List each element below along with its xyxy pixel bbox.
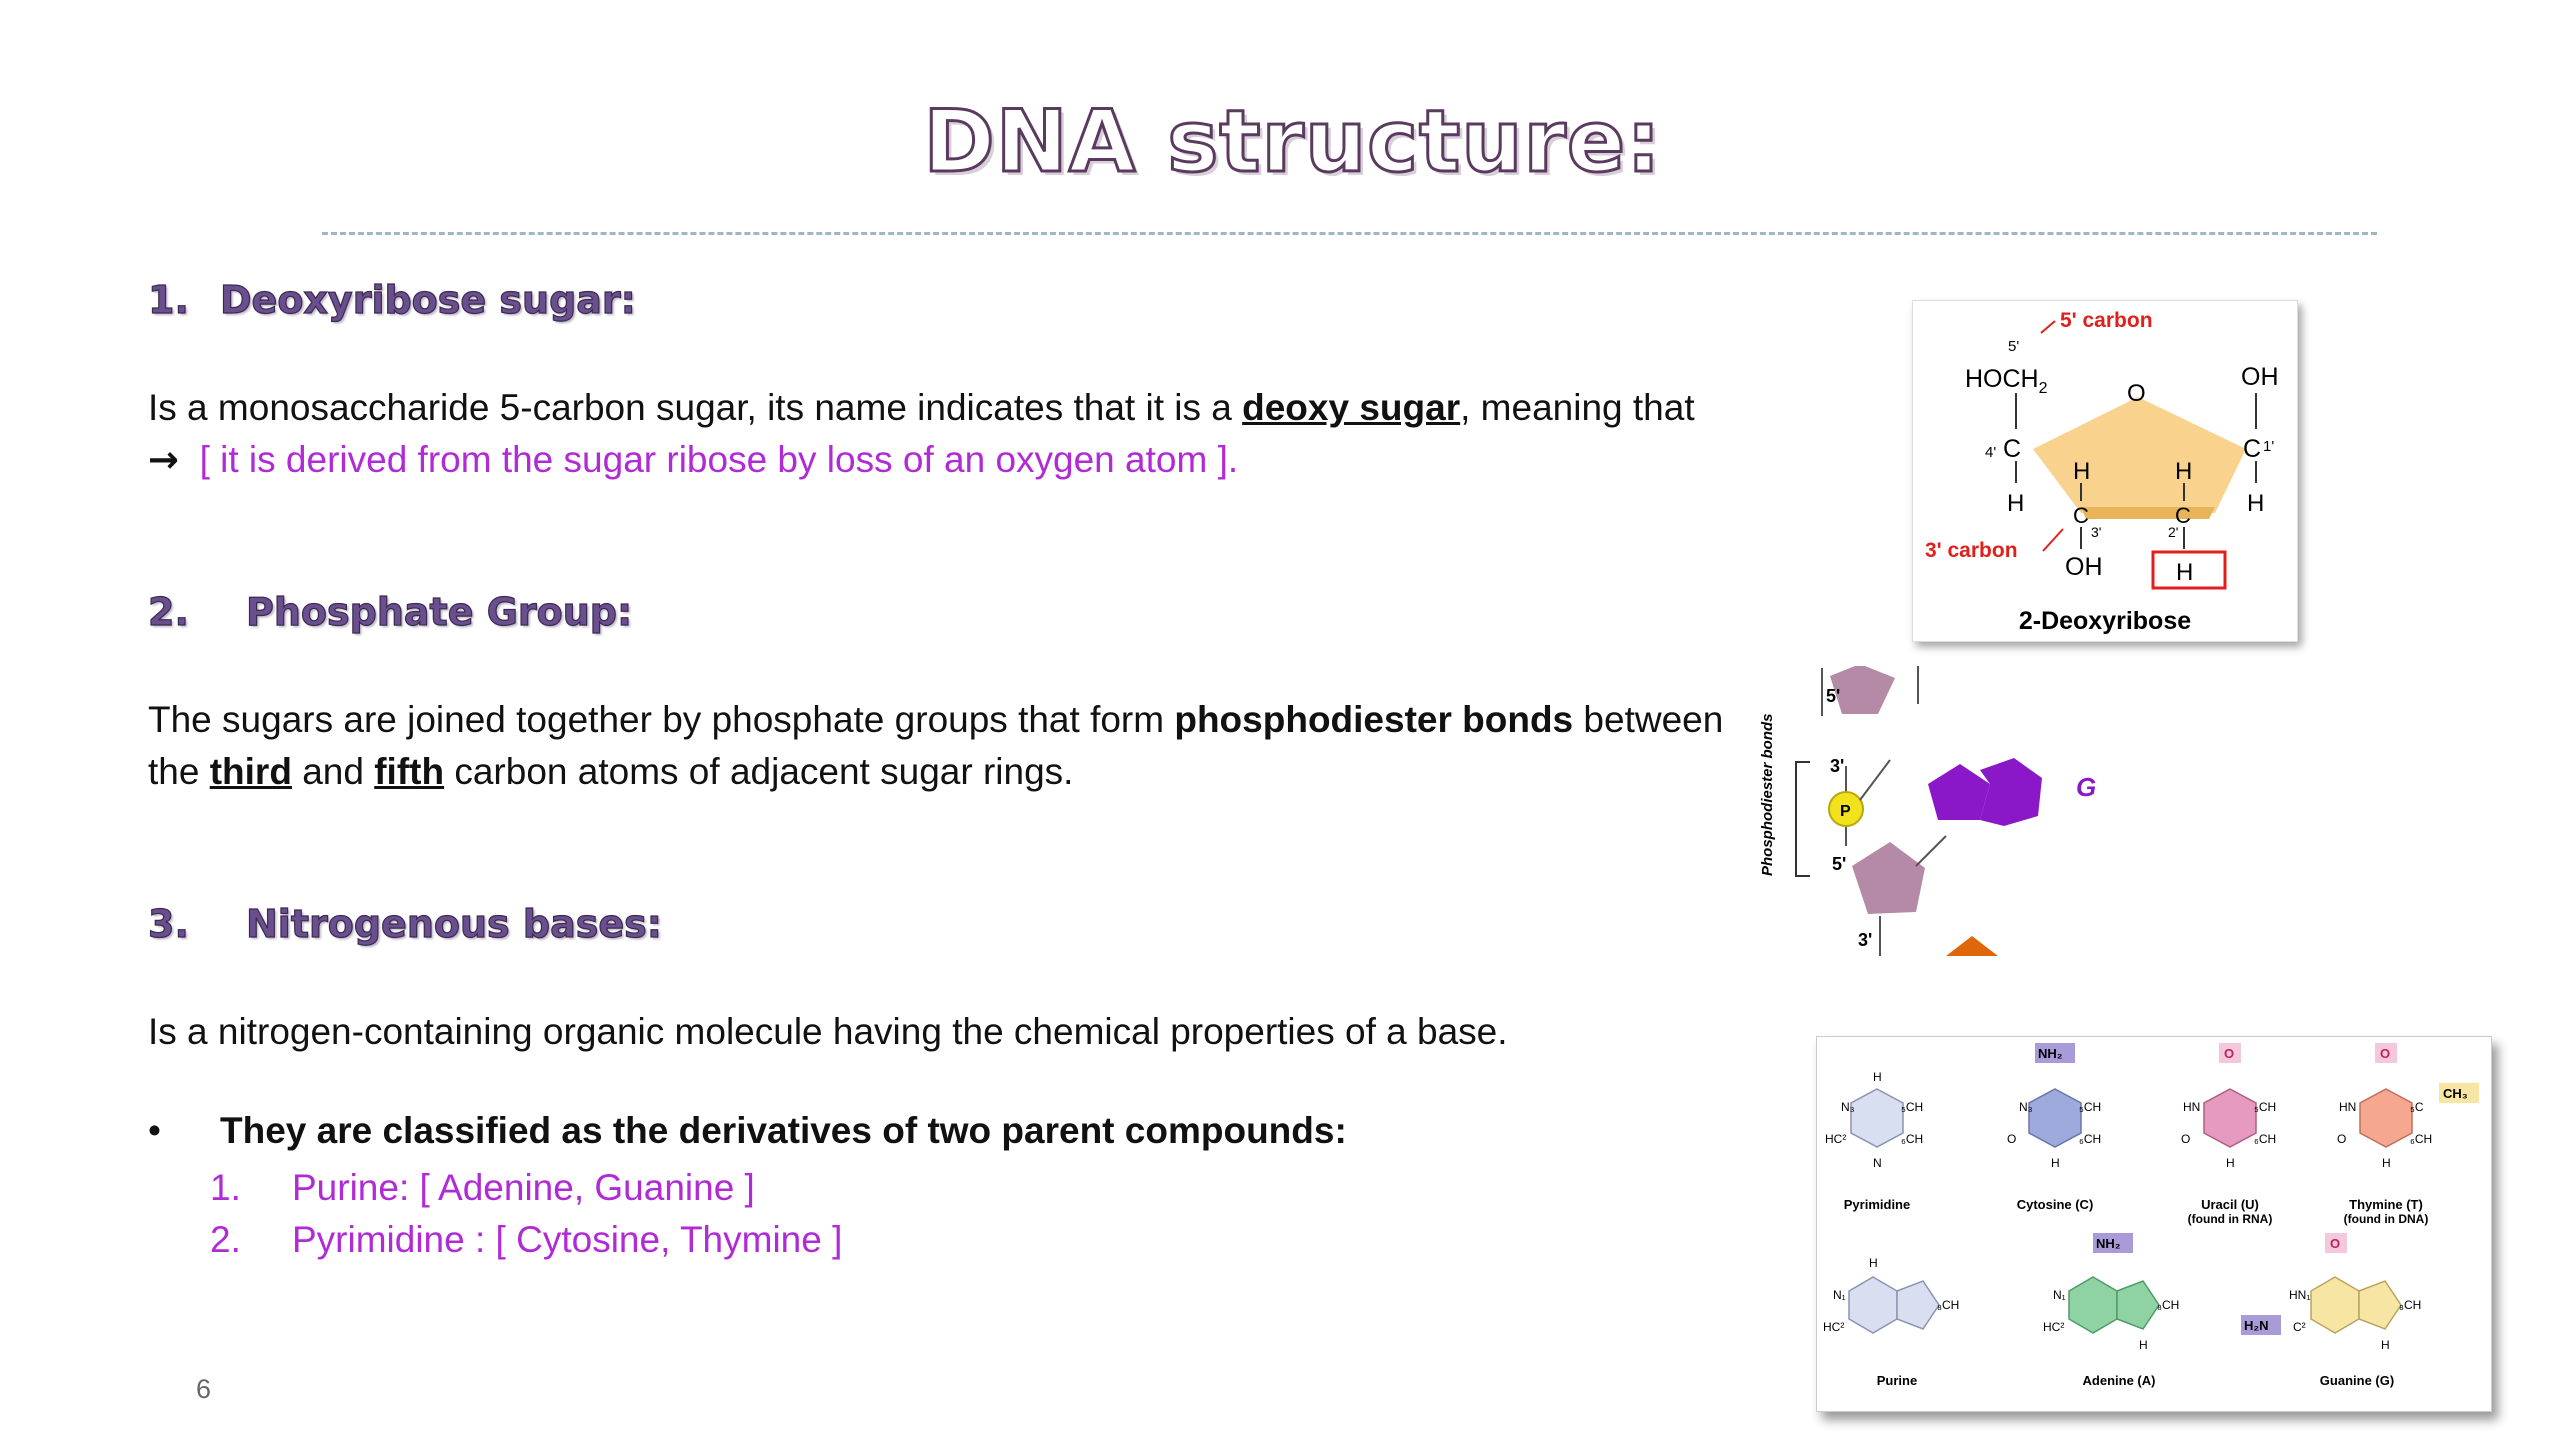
nitrogenous-bases-figure bbox=[1816, 1036, 2492, 1412]
svg-text:₅C: ₅C bbox=[2410, 1100, 2424, 1114]
section-2-text-4: carbon atoms of adjacent sugar rings. bbox=[444, 751, 1074, 792]
slide-title: DNA structure: bbox=[923, 92, 1662, 192]
guanine-label: Guanine (G) bbox=[2319, 1373, 2395, 1388]
svg-text:N₁: N₁ bbox=[1833, 1288, 1846, 1302]
svg-text:₈CH: ₈CH bbox=[1937, 1298, 1960, 1312]
list-item-number: 2. bbox=[210, 1219, 241, 1260]
phosphodiester-figure bbox=[1750, 666, 2130, 956]
purine-structure bbox=[1823, 1256, 1959, 1334]
guanine-structure bbox=[2289, 1277, 2421, 1352]
cytosine-structure bbox=[2007, 1089, 2101, 1170]
svg-text:HC²: HC² bbox=[1825, 1132, 1847, 1146]
svg-text:HN: HN bbox=[2183, 1100, 2201, 1114]
arrow-icon: → bbox=[148, 438, 180, 481]
adenine-structure bbox=[2043, 1277, 2179, 1352]
svg-text:₅CH: ₅CH bbox=[1901, 1100, 1924, 1114]
section-2-text-2: between the bbox=[148, 699, 1724, 792]
svg-text:₆CH: ₆CH bbox=[2079, 1132, 2102, 1146]
section-1-highlight: [ it is derived from the sugar ribose by loss of an oxygen atom ]. bbox=[199, 439, 1239, 480]
h-label: H bbox=[2175, 458, 2193, 485]
svg-text:H: H bbox=[2051, 1156, 2060, 1170]
backbone-diagram bbox=[1750, 666, 2130, 956]
svg-text:₈CH: ₈CH bbox=[2399, 1298, 2422, 1312]
uracil-structure bbox=[2181, 1089, 2276, 1170]
list-item bbox=[210, 1214, 842, 1266]
list-item-number: 1. bbox=[210, 1167, 241, 1208]
svg-text:₅CH: ₅CH bbox=[2079, 1100, 2102, 1114]
section-2-title: Phosphate Group: bbox=[246, 590, 633, 634]
bases-diagram bbox=[1817, 1037, 2491, 1411]
thymine-label: Thymine (T) bbox=[2349, 1197, 2423, 1212]
section-3-number: 3. bbox=[148, 902, 189, 946]
section-1-heading bbox=[148, 278, 636, 322]
svg-text:HN: HN bbox=[2339, 1100, 2357, 1114]
c3-label: C bbox=[2073, 503, 2089, 528]
thymine-note: (found in DNA) bbox=[2343, 1212, 2429, 1226]
section-2-text-3: and bbox=[291, 751, 375, 792]
section-2-number: 2. bbox=[148, 590, 189, 634]
svg-text:HC²: HC² bbox=[2043, 1320, 2065, 1334]
h2n-label: H₂N bbox=[2244, 1318, 2269, 1333]
base-g-label: G bbox=[2076, 772, 2097, 802]
section-1-title: Deoxyribose sugar: bbox=[220, 278, 636, 322]
ch3-label: CH₃ bbox=[2443, 1086, 2468, 1101]
svg-text:O: O bbox=[2181, 1132, 2191, 1146]
svg-text:N₃: N₃ bbox=[2019, 1100, 2033, 1114]
deoxy-sugar-term: deoxy sugar bbox=[1242, 387, 1461, 428]
position-1-label: 1' bbox=[2263, 438, 2275, 455]
hoch2-label: $HOCH_2$ bbox=[1965, 365, 2048, 397]
fifth-term: fifth bbox=[374, 751, 445, 792]
section-1-paragraph bbox=[148, 382, 1728, 486]
classification-text: They are classified as the derivatives of two parent compounds: bbox=[220, 1110, 1347, 1151]
section-3-paragraph: Is a nitrogen-containing organic molecule having the chemical properties of a base. bbox=[148, 1011, 1508, 1052]
svg-text:H: H bbox=[1869, 1256, 1878, 1270]
uracil-label: Uracil (U) bbox=[2201, 1197, 2259, 1212]
list-item-text: Pyrimidine : [ Cytosine, Thymine ] bbox=[292, 1219, 843, 1260]
svg-text:₆CH: ₆CH bbox=[1901, 1132, 1924, 1146]
h-label: H bbox=[2247, 490, 2265, 517]
ring-oxygen: O bbox=[2127, 380, 2146, 407]
oh-right-label: OH bbox=[2241, 363, 2279, 391]
svg-text:C²: C² bbox=[2293, 1320, 2306, 1334]
pyrimidine-label: Pyrimidine bbox=[1843, 1197, 1911, 1212]
o-label: O bbox=[2224, 1046, 2235, 1061]
position-5-label: 5' bbox=[2008, 338, 2020, 355]
section-2-heading bbox=[148, 590, 632, 634]
svg-text:N₃: N₃ bbox=[1841, 1100, 1855, 1114]
c4-label: C bbox=[2003, 435, 2022, 463]
deoxyribose-structure bbox=[1913, 301, 2297, 641]
five-prime-carbon-label: 5' carbon bbox=[2060, 309, 2153, 332]
svg-text:O: O bbox=[2337, 1132, 2347, 1146]
deoxyribose-figure bbox=[1912, 300, 2298, 642]
boxed-h-label: H bbox=[2176, 559, 2194, 586]
svg-text:H: H bbox=[1873, 1070, 1882, 1084]
bullet-icon: • bbox=[148, 1110, 161, 1151]
nh2-label: NH₂ bbox=[2038, 1046, 2063, 1061]
title-divider bbox=[322, 232, 2377, 235]
page-number: 6 bbox=[196, 1374, 212, 1404]
section-1-text-before: Is a monosaccharide 5-carbon sugar, its name indicates that it is a bbox=[148, 387, 1243, 428]
svg-text:H: H bbox=[2382, 1156, 2391, 1170]
svg-text:HC²: HC² bbox=[1823, 1320, 1845, 1334]
adenine-label: Adenine (A) bbox=[2082, 1373, 2156, 1388]
five-prime-label: 5' bbox=[1826, 686, 1841, 706]
position-2-label: 2' bbox=[2168, 524, 2179, 540]
section-1-text-after: , meaning that bbox=[1460, 387, 1695, 428]
position-3-label: 3' bbox=[2091, 524, 2102, 540]
oh-bottom-label: OH bbox=[2065, 553, 2103, 581]
section-2-paragraph bbox=[148, 694, 1728, 798]
svg-text:HN₁: HN₁ bbox=[2289, 1288, 2311, 1302]
o-label: O bbox=[2380, 1046, 2391, 1061]
list-item bbox=[210, 1162, 842, 1214]
svg-text:N: N bbox=[1873, 1156, 1882, 1170]
sugar-ring bbox=[2033, 397, 2246, 513]
uracil-note: (found in RNA) bbox=[2187, 1212, 2273, 1226]
c1-label: C bbox=[2243, 435, 2262, 463]
base-list bbox=[210, 1162, 842, 1266]
section-1-number: 1. bbox=[148, 278, 189, 322]
svg-text:H: H bbox=[2139, 1338, 2148, 1352]
o-label: O bbox=[2330, 1236, 2341, 1251]
section-3-title: Nitrogenous bases: bbox=[246, 902, 662, 946]
list-item-text: Purine: [ Adenine, Guanine ] bbox=[292, 1167, 755, 1208]
position-4-label: 4' bbox=[1985, 444, 1997, 461]
svg-text:H: H bbox=[2381, 1338, 2390, 1352]
c2-label: C bbox=[2175, 503, 2191, 528]
section-3-heading bbox=[148, 902, 662, 946]
next-base-fragment bbox=[1946, 936, 1998, 956]
thymine-structure bbox=[2337, 1089, 2432, 1170]
svg-text:O: O bbox=[2007, 1132, 2017, 1146]
section-2-text-1: The sugars are joined together by phosphate groups that form bbox=[148, 699, 1175, 740]
three-prime-label: 3' bbox=[1830, 756, 1845, 776]
purine-label: Purine bbox=[1876, 1373, 1918, 1388]
pyrimidine-structure bbox=[1825, 1070, 1923, 1170]
phosphodiester-axis-label: Phosphodiester bonds bbox=[1759, 713, 1776, 876]
cytosine-label: Cytosine (C) bbox=[2016, 1197, 2094, 1212]
third-term: third bbox=[209, 751, 292, 792]
nh2-label: NH₂ bbox=[2096, 1236, 2121, 1251]
base-ring-b bbox=[1980, 758, 2042, 826]
svg-text:N₁: N₁ bbox=[2053, 1288, 2066, 1302]
phosphate-p: P bbox=[1840, 803, 1851, 820]
svg-text:H: H bbox=[2226, 1156, 2235, 1170]
three-prime-label: 3' bbox=[1858, 930, 1873, 950]
svg-text:₈CH: ₈CH bbox=[2157, 1298, 2180, 1312]
five-prime-label: 5' bbox=[1832, 854, 1847, 874]
svg-text:₆CH: ₆CH bbox=[2410, 1132, 2433, 1146]
h-label: H bbox=[2073, 458, 2091, 485]
deoxyribose-caption: 2-Deoxyribose bbox=[2018, 607, 2192, 635]
three-prime-carbon-label: 3' carbon bbox=[1925, 539, 2018, 562]
svg-text:₆CH: ₆CH bbox=[2254, 1132, 2277, 1146]
phosphodiester-term: phosphodiester bonds bbox=[1174, 699, 1574, 740]
sugar-pentagon bbox=[1852, 842, 1925, 914]
base-ring-a bbox=[1928, 764, 1990, 820]
classification-bullet bbox=[148, 1110, 1347, 1152]
svg-text:₅CH: ₅CH bbox=[2254, 1100, 2277, 1114]
h-label: H bbox=[2007, 490, 2025, 517]
